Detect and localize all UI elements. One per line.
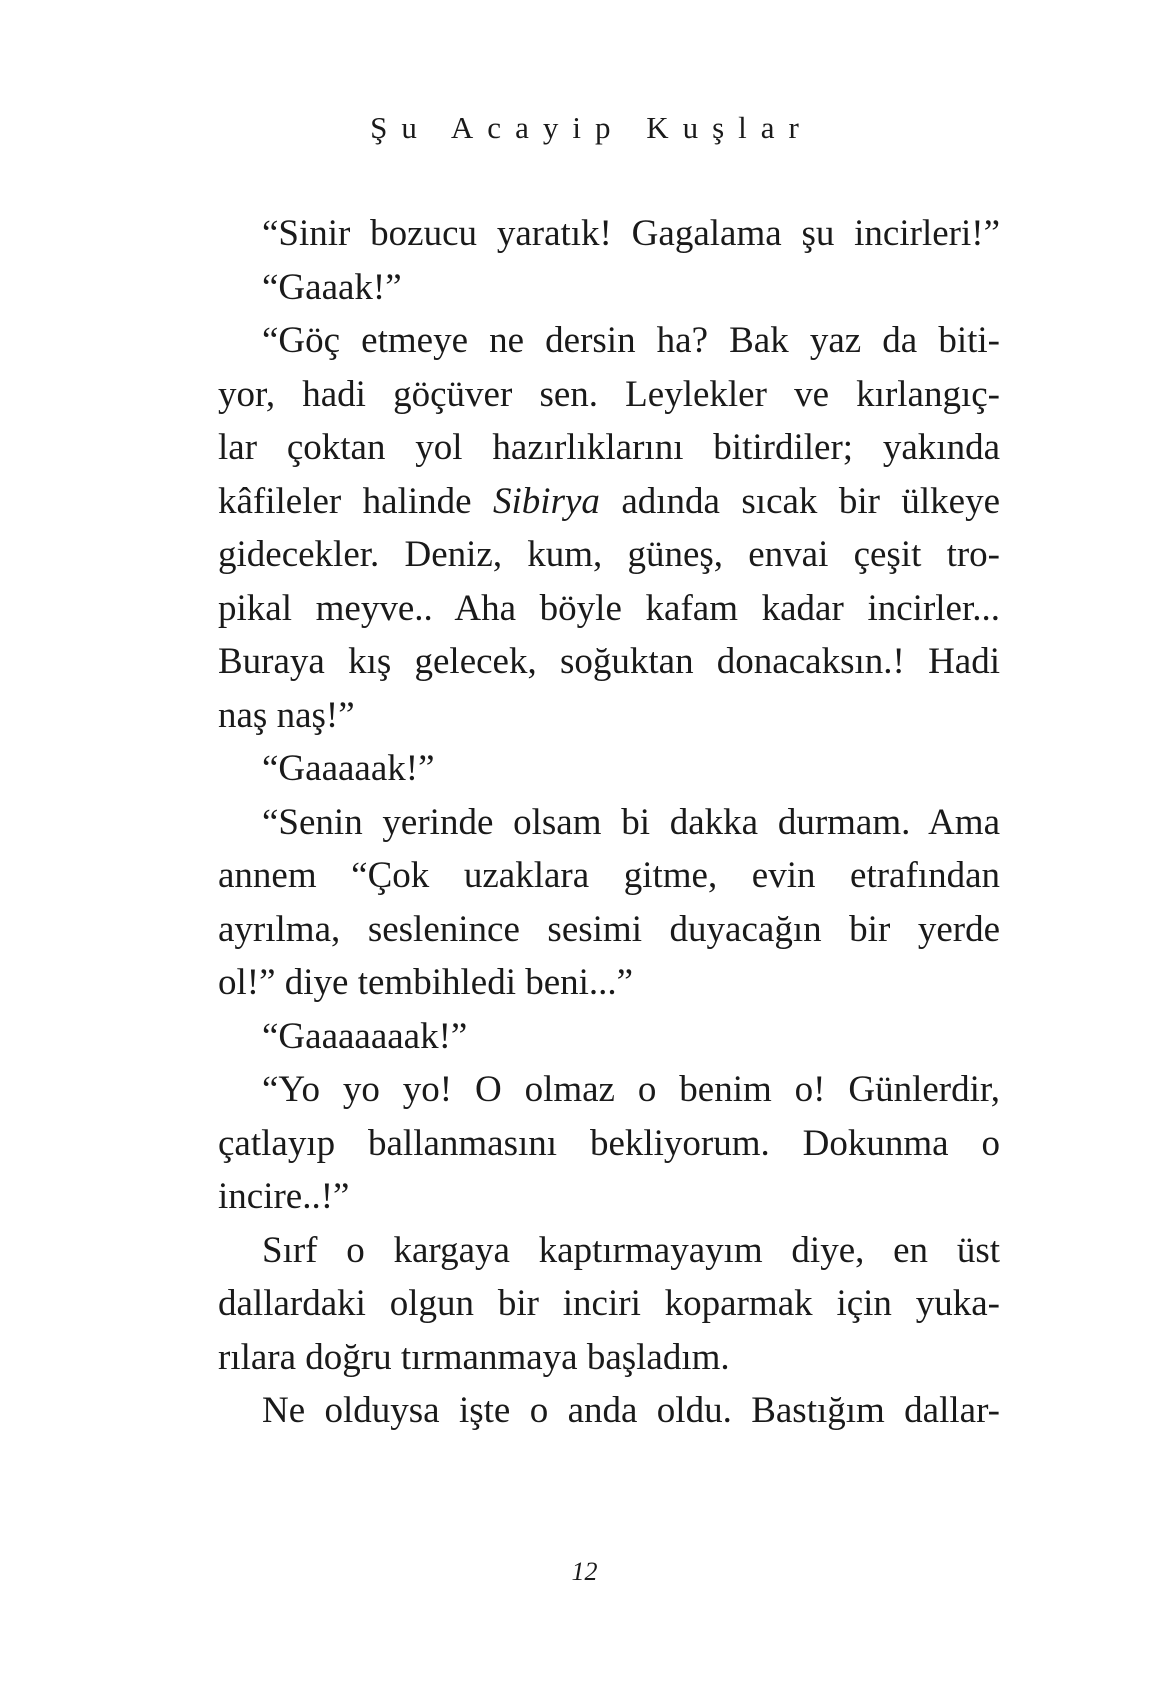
text-segment: kâfileler halinde <box>218 480 494 522</box>
text-line: Ne olduysa işte o anda oldu. Bastığım dallar- <box>262 1390 1000 1431</box>
text-line: gidecekler. Deniz, kum, güneş, envai çeşit tro- <box>218 534 1000 575</box>
text-line: “Yo yo yo! O olmaz o benim o! Günlerdir, <box>262 1069 1000 1110</box>
running-head: Şu Acayip Kuşlar <box>370 110 813 145</box>
text-line: “Göç etmeye ne dersin ha? Bak yaz da biti- <box>262 320 1000 361</box>
text-line: ol!” diye tembihledi beni...” <box>218 962 634 1003</box>
text-line: pikal meyve.. Aha böyle kafam kadar incirler... <box>218 587 1000 629</box>
text-line: naş naş!” <box>218 694 355 736</box>
text-segment: adında sıcak bir ülkeye <box>599 480 1000 522</box>
text-line: çatlayıp ballanmasını bekliyorum. Dokunma o <box>218 1122 1000 1164</box>
text-line: “Senin yerinde olsam bi dakka durmam. Ama <box>262 801 1000 843</box>
italic-place-name: Sibirya <box>493 480 600 522</box>
body-text <box>218 207 1000 1438</box>
page-number: 12 <box>571 1557 598 1586</box>
text-line: Buraya kış gelecek, soğuktan donacaksın.! Hadi <box>218 641 1000 682</box>
text-line: ayrılma, seslenince sesimi duyacağın bir yerde <box>218 908 1000 950</box>
text-line: lar çoktan yol hazırlıklarını bitirdiler; yakında <box>218 427 1000 468</box>
text-line: dallardaki olgun bir inciri koparmak için yuka- <box>218 1283 1000 1324</box>
text-line: “Sinir bozucu yaratık! Gagalama şu incirleri!” <box>262 213 1000 254</box>
text-line: “Gaaaaak!” <box>262 748 435 789</box>
text-line <box>218 475 1000 529</box>
text-line: yor, hadi göçüver sen. Leylekler ve kırlangıç- <box>218 373 1000 415</box>
text-line: “Gaaak!” <box>262 266 402 308</box>
text-line: Sırf o kargaya kaptırmayayım diye, en üst <box>262 1229 1000 1271</box>
text-line: “Gaaaaaaak!” <box>262 1015 468 1057</box>
text-line: rılara doğru tırmanmaya başladım. <box>218 1336 730 1378</box>
text-line: annem “Çok uzaklara gitme, evin etrafından <box>218 855 1000 896</box>
text-line: incire..!” <box>218 1176 350 1217</box>
